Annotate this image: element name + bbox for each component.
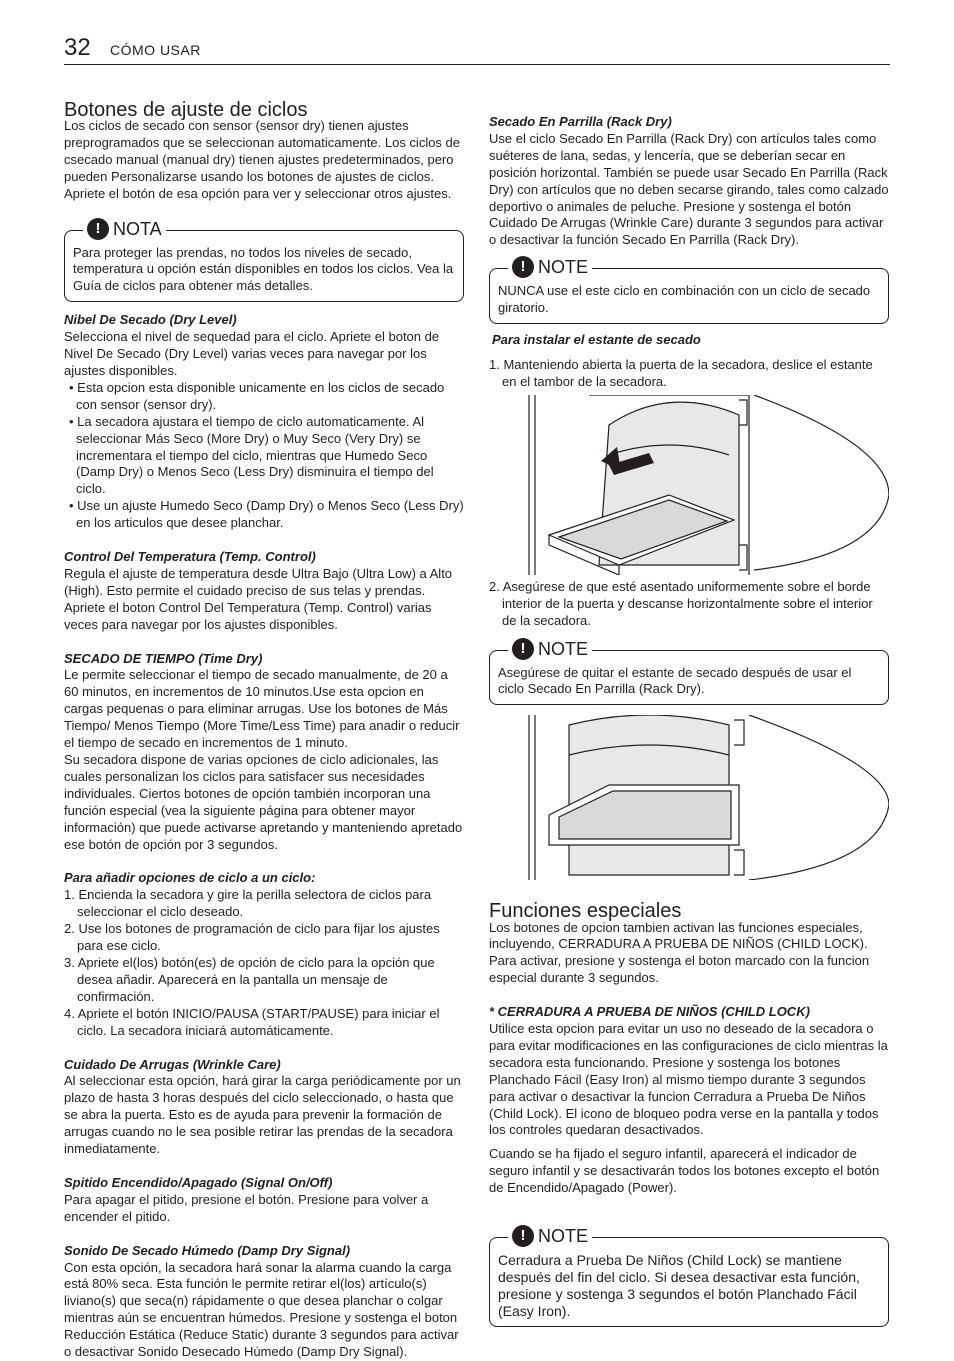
right-column xyxy=(489,114,889,1327)
exclamation-icon: ! xyxy=(87,218,109,240)
install-step-2: 2. Asegúrese de que esté asentado uniformemente sobre el borde interior de la puerta y descanse horizontalmente sobre el interior de la secadora. xyxy=(489,578,873,628)
install-rack-heading: Para instalar el estante de secado xyxy=(492,332,701,348)
note-tag xyxy=(508,638,592,660)
rack-dry-heading: Secado En Parrilla (Rack Dry) xyxy=(489,114,672,129)
time-dry-text: Le permite seleccionar el tiempo de secado manualmente, de 20 a 60 minutos, en incrementos de 10 minutos.Use esta opcion en cargas pequenas o para eliminar arrugas. Use los botones de Más Tiempo/ Menos Tiempo (More Time/Less Time) para anadir o reducir el tiempo de secado en incrementos de 1 minuto. xyxy=(64,667,460,751)
note-box xyxy=(489,257,889,324)
list-item: 3. Apriete el(los) botón(es) de opción de ciclo para la opción que desea añadir. Aparecerá en la pantalla un mensaje de confirmación. xyxy=(64,954,435,1004)
special-functions-text: Los botones de opcion tambien activan las funciones especiales, incluyendo, CERRADURA A PRUEBA DE NIÑOS (CHILD LOCK). Para activar, presione y sostenga el boton marcado con la funcion especial durante 3 segundos. xyxy=(489,919,870,986)
signal-text: Para apagar el pitido, presione el botón. Presione para volver a encender el pitido. xyxy=(64,1191,429,1224)
note-text: Asegúrese de quitar el estante de secado después de usar el ciclo Secado En Parrilla (Rack Dry). xyxy=(498,664,852,696)
note-text: Para proteger las prendas, no todos los niveles de secado, temperatura u opción están disponibles en todos los ciclos. Vea la Guía de ciclos para obtener más detalles. xyxy=(73,244,454,294)
list-item: 4. Apriete el botón INICIO/PAUSA (START/PAUSE) para iniciar el ciclo. La secadora iniciará automáticamente. xyxy=(64,1005,440,1038)
child-lock-text: Utilice esta opcion para evitar un uso no deseado de la secadora o para evitar modificaciones en las configuraciones de ciclo mientras la secadora esta funcionando. Presione y sostenga los botones Planchado Fácil (Easy Iron) al mismo tiempo durante 3 segundos para activar o desactivar la funcion Cerradura a Prueba De Niños (Child Lock). El icono de bloqueo podra verse en la pantalla y todos los controles quedaran desactivados. xyxy=(489,1021,888,1138)
cycle-buttons-intro: Los ciclos de secado con sensor (sensor dry) tienen ajustes preprogramados que se seleccionan automaticamente. Los ciclos de csecado manual (manual dry) tienen ajustes predeterminados, pero pueden Personalizarse usando los botones de ajustes de ciclos. Apriete el botón de esa opción para ver y seleccionar otros ajustes. xyxy=(64,118,461,201)
list-item: 2. Use los botones de programación de ciclo para fijar los ajustes para ese ciclo. xyxy=(64,921,440,954)
note-box xyxy=(64,218,464,303)
note-title: NOTE xyxy=(538,257,589,278)
special-functions-title: Funciones especiales xyxy=(489,899,682,922)
exclamation-icon: ! xyxy=(512,1225,534,1247)
rack-dry-text: Use el ciclo Secado En Parrilla (Rack Dry) con artículos tales como suéteres de lana, sedas, y lencería, que se deberían secar en posición horizontal. También se puede usar Secado En Parrilla (Rack Dry) con artículos que no deben secarse girando, tales como calzado deportivo o animales de peluche. Presione y sostenga el botón Cuidado De Arrugas (Wrinkle Care) durante 3 segundos para activar o desactivar la función Secado En Parrilla (Rack Dry). xyxy=(489,130,889,248)
child-lock-heading: * CERRADURA A PRUEBA DE NIÑOS (CHILD LOCK) xyxy=(489,1004,810,1020)
signal-heading: Spitido Encendido/Apagado (Signal On/Off) xyxy=(64,1174,333,1190)
note-text: Cerradura a Prueba De Niños (Child Lock) se mantiene después del fin del ciclo. Si desea desactivar esta función, presione y sostenga 3 segundos el botón Planchado Fácil (Easy Iron). xyxy=(498,1252,860,1320)
damp-dry-text: Con esta opción, la secadora hará sonar la alarma cuando la carga está 80% seca. Esta función le permite retirar el(los) artículo(s) liviano(s) que seca(n) rápidamente o que desea planchar o colgar mientras aún se encuentran húmedos. Presione y sostenga el boton Reducción Estática (Reduce Static) durante 3 segundos para activar o desactivar Sonido Desecado Húmedo (Damp Dry Signal). xyxy=(64,1259,459,1360)
temp-control-heading: Control Del Temperatura (Temp. Control) xyxy=(64,549,316,565)
note-title: NOTE xyxy=(538,1226,589,1247)
list-item: • Use un ajuste Humedo Seco (Damp Dry) o Menos Seco (Less Dry) en los articulos que desee planchar. xyxy=(69,498,464,531)
list-item: • La secadora ajustara el tiempo de ciclo automaticamente. Al seleccionar Más Seco (More Dry) o Muy Seco (Very Dry) se incrementara el tiempo del ciclo, mientras que Humedo Seco (Damp Dry) o Menos Seco (Less Dry) disminuira el tiempo del ciclo. xyxy=(69,413,434,497)
cycle-buttons-title: Botones de ajuste de ciclos xyxy=(64,99,308,121)
note-tag xyxy=(508,256,592,278)
note-tag xyxy=(83,218,166,240)
dry-level-text: Selecciona el nivel de sequedad para el ciclo. Apriete el boton de Nivel De Secado (Dry Level) varias veces para navegar por los ajustes disponibles. xyxy=(64,329,440,378)
dry-level-heading: Nibel De Secado (Dry Level) xyxy=(64,312,237,328)
child-lock-text-2: Cuando se ha fijado el seguro infantil, aparecerá el indicador de seguro infantil y se desactivarán todos los botones excepto el botón de Encendido/Apagado (Power). xyxy=(489,1146,880,1196)
wrinkle-care-heading: Cuidado De Arrugas (Wrinkle Care) xyxy=(64,1056,281,1072)
exclamation-icon: ! xyxy=(512,256,534,278)
note-box xyxy=(489,638,889,705)
section-label: CÓMO USAR xyxy=(110,42,201,58)
dryer-rack-insert-illustration xyxy=(489,395,889,575)
note-text: NUNCA use el este ciclo en combinación con un ciclo de secado giratorio. xyxy=(498,283,871,316)
page-header xyxy=(64,34,890,65)
add-options-heading: Para añadir opciones de ciclo a un ciclo: xyxy=(64,870,316,886)
dry-level-bullets xyxy=(64,380,464,532)
exclamation-icon: ! xyxy=(512,638,534,660)
note-title: NOTE xyxy=(538,638,589,659)
time-dry-text-2: Su secadora dispone de varias opciones de ciclo adicionales, las cuales personalizan los ciclos para satisfacer sus necesidades individuales. Ciertos botones de opción también incorporan una función especial (vea la siguiente página para obtener mayor información) que puede activarse apretando y manteniendo apretado ese botón de opción por 3 segundos. xyxy=(64,752,463,852)
damp-dry-heading: Sonido De Secado Húmedo (Damp Dry Signal) xyxy=(64,1242,351,1258)
note-title: NOTA xyxy=(113,218,162,239)
install-step-1: 1. Manteniendo abierta la puerta de la secadora, deslice el estante en el tambor de la secadora. xyxy=(489,356,873,389)
note-tag xyxy=(508,1225,592,1247)
left-column xyxy=(64,99,464,1361)
temp-control-text: Regula el ajuste de temperatura desde Ultra Bajo (Ultra Low) a Alto (High). Esto permite el cuidado preciso de sus telas y prendas. Apriete el boton Control Del Temperatura (Temp. Control) varias veces para navegar por los ajustes disponibles. xyxy=(64,565,453,632)
time-dry-heading: SECADO DE TIEMPO (Time Dry) xyxy=(64,650,263,666)
page-number: 32 xyxy=(64,34,91,61)
note-box xyxy=(489,1226,889,1327)
list-item: • Esta opcion esta disponible unicamente en los ciclos de secado con sensor (sensor dry). xyxy=(69,379,445,412)
add-options-steps xyxy=(64,887,464,1039)
wrinkle-care-text: Al seleccionar esta opción, hará girar la carga periódicamente por un plazo de hasta 3 horas después del ciclo seleccionado, o hasta que se abra la puerta. Esto es de ayuda para prevenir la formación de arrugas cuando no le sea posible retirar las prendas de la secadora inmediatamente. xyxy=(64,1073,461,1157)
list-item: 1. Encienda la secadora y gire la perilla selectora de ciclos para seleccionar el ciclo deseado. xyxy=(64,887,432,920)
dryer-rack-installed-illustration xyxy=(489,715,889,880)
